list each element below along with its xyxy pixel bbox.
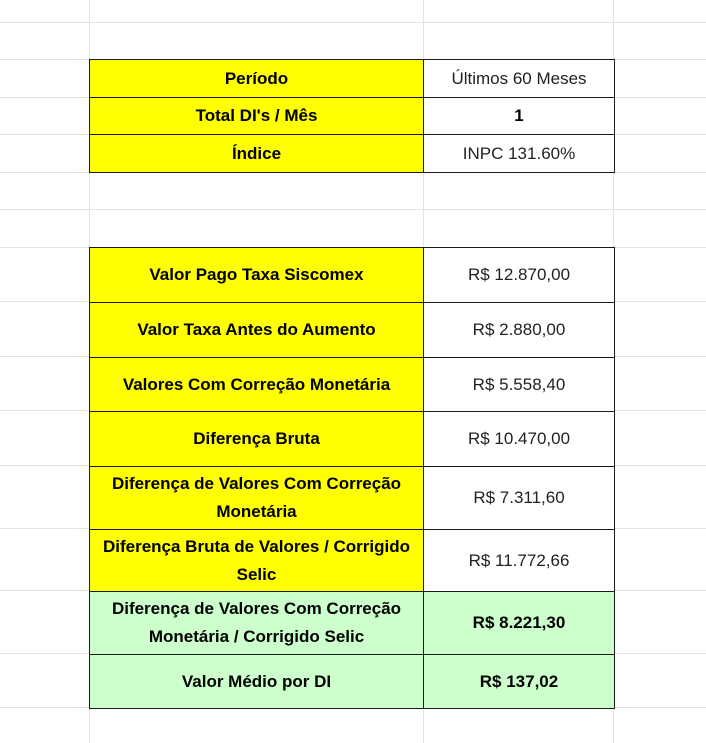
cell-text: Valor Taxa Antes do Aumento [137,320,376,339]
result-value-cell[interactable] [424,655,615,709]
cell-text: Diferença de Valores Com Correção Monetária [111,474,402,521]
table-row [90,467,615,530]
result-value-cell[interactable] [424,412,615,467]
cell-text: R$ 10.470,00 [467,429,571,448]
table-row [90,655,615,709]
result-value-cell[interactable] [424,592,615,655]
cell-text: R$ 2.880,00 [472,320,566,339]
table-row [90,592,615,655]
cell-text: 1 [514,106,524,125]
cell-text: R$ 11.772,66 [468,550,570,570]
cell-text: Total DI's / Mês [195,106,318,125]
result-value-cell[interactable] [424,303,615,358]
cell-text: Período [224,68,289,88]
index-value-cell[interactable] [424,135,615,173]
row-gridline [0,22,706,23]
table-row [90,303,615,358]
total-di-value-cell[interactable] [424,98,615,135]
result-label-cell[interactable] [90,303,424,358]
table-row [90,60,615,98]
result-value-cell[interactable] [424,248,615,303]
result-value-cell[interactable] [424,467,615,530]
table-row [90,530,615,592]
result-label-cell[interactable] [90,592,424,655]
cell-text: INPC 131.60% [462,143,576,163]
cell-text: Diferença de Valores Com Correção Monetária / Corrigido Selic [111,599,402,646]
result-label-cell[interactable] [90,530,424,592]
table-row [90,248,615,303]
period-label-cell[interactable] [90,60,424,98]
cell-text: R$ 5.558,40 [472,374,566,394]
cell-text: Valor Pago Taxa Siscomex [149,265,364,284]
table-row [90,135,615,173]
cell-text: Diferença Bruta de Valores / Corrigido Selic [102,536,411,584]
cell-text: R$ 7.311,60 [473,488,565,507]
result-label-cell[interactable] [90,358,424,412]
cell-text: Valor Médio por DI [181,671,332,691]
row-gridline [0,209,706,210]
results-table [89,247,615,709]
cell-text: Diferença Bruta [193,429,320,448]
result-label-cell[interactable] [90,412,424,467]
table-row [90,412,615,467]
cell-text: Valores Com Correção Monetária [122,374,391,394]
cell-text: Índice [231,143,282,163]
cell-text: R$ 137,02 [479,671,559,691]
index-label-cell[interactable] [90,135,424,173]
summary-table [89,59,615,173]
total-di-label-cell[interactable] [90,98,424,135]
result-label-cell[interactable] [90,248,424,303]
result-label-cell[interactable] [90,655,424,709]
table-row [90,358,615,412]
period-value-cell[interactable] [424,60,615,98]
result-label-cell[interactable] [90,467,424,530]
cell-text: R$ 12.870,00 [467,265,571,284]
result-value-cell[interactable] [424,530,615,592]
table-row [90,98,615,135]
cell-text: R$ 8.221,30 [472,613,566,632]
cell-text: Últimos 60 Meses [451,68,587,88]
result-value-cell[interactable] [424,358,615,412]
